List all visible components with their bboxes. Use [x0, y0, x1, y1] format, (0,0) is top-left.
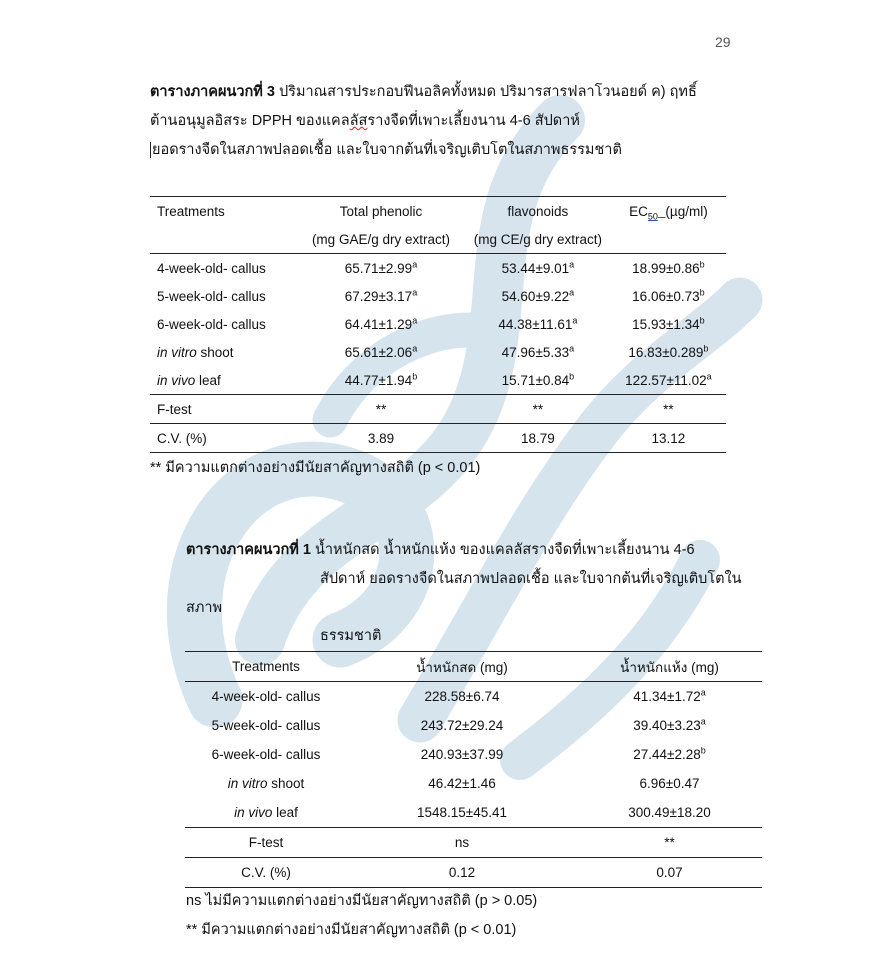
table3-cell-phenolic: 65.61±2.06$^a$: [344, 343, 418, 360]
table1-cell-treatment: in vitro shoot: [227, 776, 305, 791]
table3-cell-ec50: 15.93±1.34$^b$: [632, 315, 705, 332]
table3-cell-treatment: in vitro shoot: [157, 344, 234, 360]
table3-cell-treatment: 4-week-old- callus: [150, 254, 297, 283]
page-number: 29: [715, 34, 731, 50]
table1-footnote-ns: ns ไม่มีความแตกต่างอย่างมีนัยสาคัญทางสถิติ (p > 0.05): [186, 893, 538, 909]
table1-cv-row: C.V. (%) 0.12 0.07: [185, 858, 762, 888]
table3-cell-treatment: 5-week-old- callus: [157, 288, 266, 304]
table3-header-ec50: $EC_{50}$ (µg/ml): [611, 197, 726, 226]
table3-caption-line1: ตารางภาคผนวกที่ 3 ปริมาณสารประกอบฟีนอลิคทั้งหมด ปริมารสารฟลาโวนอยด์ ค) ฤทธิ์: [150, 84, 697, 100]
table3-cell-treatment: in vivo leaf: [157, 372, 221, 388]
table3: [150, 196, 726, 453]
table3-caption-line3: ยอดรางจืดในสภาพปลอดเชื้อ และใบจากต้นที่เจริญเติบโตในสภาพธรรมชาติ: [152, 142, 622, 158]
table3-cell-phenolic: 44.77±1.94$^b$: [344, 371, 418, 388]
table1-cell-fresh: 228.58±6.74: [347, 682, 577, 712]
table1-cell-fresh: 46.42±1.46: [428, 776, 496, 791]
table-row: [150, 282, 726, 310]
table1-header-treatments: Treatments: [185, 652, 347, 682]
table3-footnote: ** มีความแตกต่างอย่างมีนัยสาคัญทางสถิติ (p < 0.01): [150, 460, 481, 476]
table3-caption-label: ตารางภาคผนวกที่ 3: [150, 84, 275, 100]
table3-units-row: [150, 225, 726, 254]
table-row: [185, 769, 762, 798]
table1-cell-treatment: 6-week-old- callus: [211, 747, 321, 762]
table1-cell-dry: 300.49±18.20: [628, 805, 711, 820]
table1-cell-fresh: 1548.15±45.41: [417, 805, 507, 820]
table-row: [185, 798, 762, 828]
table3-cell-phenolic: 67.29±3.17$^a$: [344, 287, 418, 304]
table3-caption-line2: ต้านอนุมูลอิสระ DPPH ของแคลลัสรางจืดที่เพาะเลี้ยงนาน 4-6 สัปดาห์: [150, 113, 580, 129]
table3-cv-row: C.V. (%) 3.89 18.79 13.12: [150, 424, 726, 453]
table1: [185, 651, 762, 888]
table3-header-phenolic-unit: (mg GAE/g dry extract): [311, 231, 450, 247]
table3-header-flavonoids: flavonoids: [465, 197, 611, 226]
table3-cell-flavonoids: 47.96±5.33$^a$: [501, 343, 575, 360]
table1-caption-line2: สัปดาห์ ยอดรางจืดในสภาพปลอดเชื้อ และใบจากต้นที่เจริญเติบโตใน: [320, 571, 742, 587]
table3-cell-flavonoids: 53.44±9.01$^a$: [465, 254, 611, 283]
table1-footnote-sig: ** มีความแตกต่างอย่างมีนัยสาคัญทางสถิติ (p < 0.01): [186, 922, 517, 938]
table-row: [150, 366, 726, 395]
table3-cell-flavonoids: 54.60±9.22$^a$: [501, 287, 575, 304]
table-row: [150, 310, 726, 338]
table1-caption-line3: สภาพ: [186, 600, 223, 616]
table1-cell-dry: 6.96±0.47: [639, 776, 700, 791]
table-row: [185, 682, 762, 712]
table3-header-treatments: Treatments: [150, 197, 297, 226]
table3-cell-flavonoids: 44.38±11.61$^a$: [498, 315, 578, 332]
table3-cell-ec50: 16.83±0.289$^b$: [628, 343, 709, 360]
table3-cell-phenolic: 64.41±1.29$^a$: [344, 315, 418, 332]
table3-caption: [150, 78, 697, 165]
table3-cell-flavonoids: 15.71±0.84$^b$: [501, 371, 575, 388]
table1-caption-line4: ธรรมชาติ: [320, 628, 382, 644]
table-row: [150, 254, 726, 283]
table3-cell-ec50: 16.06±0.73$^b$: [632, 287, 705, 304]
table1-cell-treatment: in vivo leaf: [234, 805, 298, 820]
table1-header-dry: น้ำหนักแห้ง (mg): [577, 652, 762, 682]
table1-header-row: [185, 652, 762, 682]
table1-cell-fresh: 243.72±29.24: [420, 718, 504, 733]
table1-cell-dry: 39.40±3.23$^a$: [633, 716, 706, 733]
table1-cell-treatment: 4-week-old- callus: [185, 682, 347, 712]
table-row: [150, 338, 726, 366]
table1-cell-fresh: 240.93±37.99: [420, 747, 504, 762]
table-row: [185, 740, 762, 769]
table1-cell-dry: 41.34±1.72$^a$: [577, 682, 762, 712]
table1-caption-line1: ตารางภาคผนวกที่ 1 น้ำหนักสด น้ำหนักแห้ง ของแคลลัสรางจืดที่เพาะเลี้ยงนาน 4-6: [186, 542, 695, 558]
table1-cell-treatment: 5-week-old- callus: [211, 718, 321, 733]
table1-ftest-row: F-test ns **: [185, 828, 762, 858]
table1-header-fresh: น้ำหนักสด (mg): [347, 652, 577, 682]
table3-header-flavonoids-unit: (mg CE/g dry extract): [473, 231, 603, 247]
table3-header-row: [150, 197, 726, 226]
table3-cell-treatment: 6-week-old- callus: [157, 316, 266, 332]
table1-cell-dry: 27.44±2.28$^b$: [633, 745, 706, 762]
table1-caption-label: ตารางภาคผนวกที่ 1: [186, 542, 311, 558]
table3-ftest-row: F-test ** ** **: [150, 395, 726, 424]
table3-cell-phenolic: 65.71±2.99$^a$: [297, 254, 465, 283]
table3-header-phenolic: Total phenolic: [297, 197, 465, 226]
table3-cell-ec50: 18.99±0.86$^b$: [611, 254, 726, 283]
table3-cell-ec50: 122.57±11.02$^a$: [625, 371, 712, 388]
table-row: [185, 711, 762, 740]
